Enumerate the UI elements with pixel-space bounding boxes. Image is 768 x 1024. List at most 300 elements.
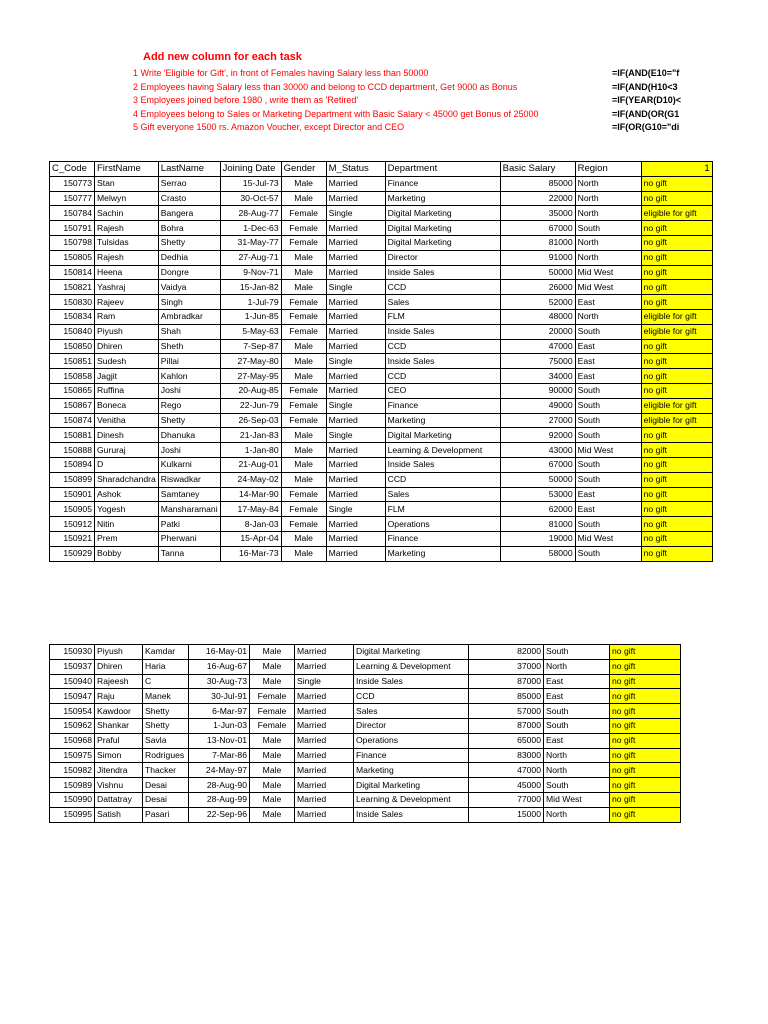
table-cell[interactable]: Married bbox=[326, 369, 385, 384]
table-cell[interactable]: Dinesh bbox=[95, 428, 159, 443]
table-cell[interactable]: Male bbox=[281, 428, 326, 443]
table-cell[interactable]: CEO bbox=[385, 383, 500, 398]
table-cell[interactable]: no gift bbox=[641, 265, 712, 280]
table-cell[interactable]: 91000 bbox=[500, 250, 575, 265]
table-cell[interactable]: Ashok bbox=[95, 487, 159, 502]
task-line[interactable]: 5 Gift everyone 1500 rs. Amazon Voucher, except Director and CEO bbox=[133, 122, 405, 132]
table-cell[interactable]: Piyush bbox=[95, 324, 159, 339]
table-cell[interactable]: no gift bbox=[641, 295, 712, 310]
table-cell[interactable]: Married bbox=[295, 748, 354, 763]
table-cell[interactable]: Bohra bbox=[158, 221, 220, 236]
table-cell[interactable]: no gift bbox=[610, 763, 681, 778]
table-cell[interactable]: Sudesh bbox=[95, 354, 159, 369]
table-cell[interactable]: North bbox=[544, 659, 610, 674]
table-cell[interactable]: East bbox=[544, 733, 610, 748]
table-cell[interactable]: 30-Aug-73 bbox=[189, 674, 250, 689]
table-cell[interactable]: no gift bbox=[641, 221, 712, 236]
table-cell[interactable]: 9-Nov-71 bbox=[220, 265, 281, 280]
table-cell[interactable]: no gift bbox=[641, 250, 712, 265]
table-cell[interactable]: Female bbox=[281, 517, 326, 532]
table-cell[interactable]: 16-Aug-67 bbox=[189, 659, 250, 674]
table-cell[interactable]: Sheth bbox=[158, 339, 220, 354]
table-cell[interactable]: 150940 bbox=[50, 674, 95, 689]
table-cell[interactable]: no gift bbox=[610, 792, 681, 807]
table-cell[interactable]: 22000 bbox=[500, 191, 575, 206]
table-cell[interactable]: Marketing bbox=[385, 413, 500, 428]
table-cell[interactable]: Married bbox=[326, 531, 385, 546]
table-cell[interactable]: Male bbox=[281, 531, 326, 546]
table-cell[interactable]: Married bbox=[326, 339, 385, 354]
table-cell[interactable]: Sales bbox=[385, 295, 500, 310]
table-cell[interactable]: East bbox=[575, 487, 641, 502]
table-cell[interactable]: 150865 bbox=[50, 383, 95, 398]
table-cell[interactable]: Male bbox=[250, 807, 295, 822]
table-cell[interactable]: 1-Jul-79 bbox=[220, 295, 281, 310]
table-cell[interactable]: Nitin bbox=[95, 517, 159, 532]
table-cell[interactable]: 150881 bbox=[50, 428, 95, 443]
table-cell[interactable]: 150929 bbox=[50, 546, 95, 561]
table-cell[interactable]: Rego bbox=[158, 398, 220, 413]
table-cell[interactable]: 5-May-63 bbox=[220, 324, 281, 339]
table-cell[interactable]: no gift bbox=[641, 339, 712, 354]
table-cell[interactable]: 62000 bbox=[500, 502, 575, 517]
table-cell[interactable]: 27-May-95 bbox=[220, 369, 281, 384]
table-cell[interactable]: East bbox=[575, 339, 641, 354]
header-cell[interactable]: Gender bbox=[281, 162, 326, 177]
table-cell[interactable]: Venitha bbox=[95, 413, 159, 428]
table-cell[interactable]: no gift bbox=[641, 546, 712, 561]
table-cell[interactable]: no gift bbox=[610, 704, 681, 719]
table-cell[interactable]: Operations bbox=[354, 733, 469, 748]
table-cell[interactable]: Married bbox=[326, 191, 385, 206]
table-cell[interactable]: 150921 bbox=[50, 531, 95, 546]
table-cell[interactable]: 57000 bbox=[469, 704, 544, 719]
table-cell[interactable]: Shetty bbox=[158, 413, 220, 428]
table-cell[interactable]: Kahlon bbox=[158, 369, 220, 384]
table-cell[interactable]: East bbox=[544, 674, 610, 689]
table-cell[interactable]: Savla bbox=[143, 733, 189, 748]
table-cell[interactable]: no gift bbox=[641, 428, 712, 443]
table-cell[interactable]: Finance bbox=[385, 531, 500, 546]
formula-cell[interactable]: =IF(AND(E10="f bbox=[612, 68, 680, 78]
table-cell[interactable]: Dattatray bbox=[95, 792, 143, 807]
table-cell[interactable]: 15000 bbox=[469, 807, 544, 822]
table-cell[interactable]: South bbox=[544, 704, 610, 719]
table-cell[interactable]: no gift bbox=[610, 689, 681, 704]
table-cell[interactable]: FLM bbox=[385, 502, 500, 517]
table-cell[interactable]: South bbox=[575, 428, 641, 443]
header-cell[interactable]: Region bbox=[575, 162, 641, 177]
table-cell[interactable]: Inside Sales bbox=[385, 354, 500, 369]
table-cell[interactable]: Married bbox=[326, 487, 385, 502]
table-cell[interactable]: 87000 bbox=[469, 674, 544, 689]
table-cell[interactable]: South bbox=[575, 472, 641, 487]
table-cell[interactable]: 150947 bbox=[50, 689, 95, 704]
table-cell[interactable]: Marketing bbox=[354, 763, 469, 778]
table-cell[interactable]: Tanna bbox=[158, 546, 220, 561]
table-cell[interactable]: Female bbox=[281, 502, 326, 517]
table-cell[interactable]: Learning & Development bbox=[354, 792, 469, 807]
table-cell[interactable]: Married bbox=[326, 457, 385, 472]
table-cell[interactable]: Riswadkar bbox=[158, 472, 220, 487]
table-cell[interactable]: East bbox=[575, 295, 641, 310]
table-cell[interactable]: Married bbox=[326, 250, 385, 265]
table-cell[interactable]: Ambradkar bbox=[158, 309, 220, 324]
table-cell[interactable]: North bbox=[575, 235, 641, 250]
table-cell[interactable]: 87000 bbox=[469, 718, 544, 733]
table-cell[interactable]: 150899 bbox=[50, 472, 95, 487]
table-cell[interactable]: South bbox=[575, 324, 641, 339]
table-cell[interactable]: Male bbox=[250, 763, 295, 778]
table-cell[interactable]: Shankar bbox=[95, 718, 143, 733]
table-cell[interactable]: North bbox=[575, 309, 641, 324]
table-cell[interactable]: North bbox=[575, 191, 641, 206]
table-cell[interactable]: 8-Jan-03 bbox=[220, 517, 281, 532]
table-cell[interactable]: Married bbox=[326, 443, 385, 458]
table-cell[interactable]: Rajesh bbox=[95, 250, 159, 265]
table-cell[interactable]: Inside Sales bbox=[385, 324, 500, 339]
table-cell[interactable]: 65000 bbox=[469, 733, 544, 748]
table-cell[interactable]: Simon bbox=[95, 748, 143, 763]
table-cell[interactable]: Mid West bbox=[575, 265, 641, 280]
header-cell[interactable]: FirstName bbox=[95, 162, 159, 177]
table-cell[interactable]: Piyush bbox=[95, 645, 143, 660]
table-cell[interactable]: 1-Jun-85 bbox=[220, 309, 281, 324]
table-cell[interactable]: no gift bbox=[641, 369, 712, 384]
table-cell[interactable]: Ram bbox=[95, 309, 159, 324]
table-cell[interactable]: Married bbox=[295, 807, 354, 822]
table-cell[interactable]: no gift bbox=[610, 645, 681, 660]
table-cell[interactable]: 21-Jan-83 bbox=[220, 428, 281, 443]
table-cell[interactable]: Vaidya bbox=[158, 280, 220, 295]
table-cell[interactable]: Vishnu bbox=[95, 778, 143, 793]
table-cell[interactable]: Married bbox=[295, 645, 354, 660]
table-cell[interactable]: Heena bbox=[95, 265, 159, 280]
table-cell[interactable]: no gift bbox=[641, 354, 712, 369]
table-cell[interactable]: Singh bbox=[158, 295, 220, 310]
table-cell[interactable]: 28-Aug-99 bbox=[189, 792, 250, 807]
table-cell[interactable]: Dhiren bbox=[95, 659, 143, 674]
table-cell[interactable]: 81000 bbox=[500, 235, 575, 250]
table-cell[interactable]: Marketing bbox=[385, 191, 500, 206]
table-cell[interactable]: no gift bbox=[641, 383, 712, 398]
table-cell[interactable]: 45000 bbox=[469, 778, 544, 793]
table-cell[interactable]: 7-Sep-87 bbox=[220, 339, 281, 354]
table-cell[interactable]: Married bbox=[326, 265, 385, 280]
table-cell[interactable]: Married bbox=[295, 659, 354, 674]
table-cell[interactable]: 150834 bbox=[50, 309, 95, 324]
table-cell[interactable]: 7-Mar-86 bbox=[189, 748, 250, 763]
table-cell[interactable]: Boneca bbox=[95, 398, 159, 413]
table-cell[interactable]: 27000 bbox=[500, 413, 575, 428]
table-cell[interactable]: 21-Aug-01 bbox=[220, 457, 281, 472]
table-cell[interactable]: Married bbox=[326, 413, 385, 428]
table-cell[interactable]: 150894 bbox=[50, 457, 95, 472]
table-cell[interactable]: Shetty bbox=[143, 718, 189, 733]
table-cell[interactable]: Male bbox=[250, 748, 295, 763]
table-cell[interactable]: Married bbox=[295, 704, 354, 719]
table-cell[interactable]: Male bbox=[281, 176, 326, 191]
table-cell[interactable]: North bbox=[575, 206, 641, 221]
table-cell[interactable]: 150930 bbox=[50, 645, 95, 660]
header-cell[interactable]: Joining Date bbox=[220, 162, 281, 177]
task-line[interactable]: 4 Employees belong to Sales or Marketing Department with Basic Salary < 45000 get Bonus of 25000 bbox=[133, 108, 539, 119]
table-cell[interactable]: 150968 bbox=[50, 733, 95, 748]
table-cell[interactable]: Male bbox=[281, 443, 326, 458]
table-cell[interactable]: South bbox=[544, 778, 610, 793]
table-cell[interactable]: 150777 bbox=[50, 191, 95, 206]
table-cell[interactable]: South bbox=[575, 517, 641, 532]
table-cell[interactable]: North bbox=[544, 748, 610, 763]
table-cell[interactable]: Married bbox=[326, 295, 385, 310]
table-cell[interactable]: 16-May-01 bbox=[189, 645, 250, 660]
table-cell[interactable]: Female bbox=[281, 398, 326, 413]
table-cell[interactable]: 90000 bbox=[500, 383, 575, 398]
table-cell[interactable]: Haria bbox=[143, 659, 189, 674]
table-cell[interactable]: Sachin bbox=[95, 206, 159, 221]
table-cell[interactable]: Married bbox=[295, 718, 354, 733]
table-cell[interactable]: 22-Sep-96 bbox=[189, 807, 250, 822]
table-cell[interactable]: 34000 bbox=[500, 369, 575, 384]
table-cell[interactable]: 30-Jul-91 bbox=[189, 689, 250, 704]
table-cell[interactable]: Married bbox=[326, 309, 385, 324]
table-cell[interactable]: Male bbox=[281, 457, 326, 472]
table-cell[interactable]: 19000 bbox=[500, 531, 575, 546]
header-cell[interactable]: C_Code bbox=[50, 162, 95, 177]
table-cell[interactable]: Male bbox=[250, 645, 295, 660]
table-cell[interactable]: 150850 bbox=[50, 339, 95, 354]
table-cell[interactable]: Sales bbox=[385, 487, 500, 502]
table-cell[interactable]: Digital Marketing bbox=[385, 428, 500, 443]
table-cell[interactable]: Ruffina bbox=[95, 383, 159, 398]
table-cell[interactable]: Male bbox=[281, 369, 326, 384]
table-cell[interactable]: 150814 bbox=[50, 265, 95, 280]
table-cell[interactable]: East bbox=[575, 369, 641, 384]
table-cell[interactable]: Married bbox=[295, 792, 354, 807]
task-line[interactable]: 1 Write 'Eligible for Gift', in front of Females having Salary less than 50000 bbox=[133, 68, 429, 78]
table-cell[interactable]: 150990 bbox=[50, 792, 95, 807]
table-cell[interactable]: Finance bbox=[385, 398, 500, 413]
table-cell[interactable]: 150982 bbox=[50, 763, 95, 778]
table-cell[interactable]: 27-Aug-71 bbox=[220, 250, 281, 265]
table-cell[interactable]: East bbox=[575, 502, 641, 517]
table-cell[interactable]: 30-Oct-57 bbox=[220, 191, 281, 206]
table-cell[interactable]: Finance bbox=[385, 176, 500, 191]
table-cell[interactable]: Kulkarni bbox=[158, 457, 220, 472]
table-cell[interactable]: no gift bbox=[610, 807, 681, 822]
table-cell[interactable]: Learning & Development bbox=[354, 659, 469, 674]
table-cell[interactable]: Female bbox=[281, 324, 326, 339]
formula-cell[interactable]: =IF(AND(OR(G1 bbox=[612, 108, 680, 119]
table-cell[interactable]: 15-Jan-82 bbox=[220, 280, 281, 295]
table-cell[interactable]: Male bbox=[281, 265, 326, 280]
table-cell[interactable]: 67000 bbox=[500, 221, 575, 236]
table-cell[interactable]: 150867 bbox=[50, 398, 95, 413]
table-cell[interactable]: South bbox=[544, 718, 610, 733]
table-cell[interactable]: Finance bbox=[354, 748, 469, 763]
table-cell[interactable]: eligible for gift bbox=[641, 324, 712, 339]
table-cell[interactable]: 85000 bbox=[500, 176, 575, 191]
table-cell[interactable]: South bbox=[544, 645, 610, 660]
table-cell[interactable]: no gift bbox=[641, 176, 712, 191]
table-cell[interactable]: 6-Mar-97 bbox=[189, 704, 250, 719]
table-cell[interactable]: Rajeesh bbox=[95, 674, 143, 689]
table-cell[interactable]: Male bbox=[281, 280, 326, 295]
table-cell[interactable]: East bbox=[544, 689, 610, 704]
table-cell[interactable]: Dhanuka bbox=[158, 428, 220, 443]
table-cell[interactable]: Married bbox=[326, 546, 385, 561]
table-cell[interactable]: Female bbox=[250, 718, 295, 733]
table-cell[interactable]: 47000 bbox=[500, 339, 575, 354]
table-cell[interactable]: 24-May-02 bbox=[220, 472, 281, 487]
table-cell[interactable]: South bbox=[575, 413, 641, 428]
table-cell[interactable]: 1-Jan-80 bbox=[220, 443, 281, 458]
table-cell[interactable]: 26-Sep-03 bbox=[220, 413, 281, 428]
table-cell[interactable]: Married bbox=[326, 324, 385, 339]
table-cell[interactable]: Thacker bbox=[143, 763, 189, 778]
table-cell[interactable]: Female bbox=[281, 309, 326, 324]
table-cell[interactable]: 49000 bbox=[500, 398, 575, 413]
table-cell[interactable]: Married bbox=[295, 689, 354, 704]
table-cell[interactable]: Male bbox=[250, 659, 295, 674]
table-cell[interactable]: 150905 bbox=[50, 502, 95, 517]
header-cell[interactable]: Basic Salary bbox=[500, 162, 575, 177]
table-cell[interactable]: no gift bbox=[641, 235, 712, 250]
formula-cell[interactable]: =IF(OR(G10="di bbox=[612, 122, 680, 132]
table-cell[interactable]: Female bbox=[281, 295, 326, 310]
table-cell[interactable]: Mid West bbox=[575, 531, 641, 546]
table-cell[interactable]: no gift bbox=[641, 191, 712, 206]
formula-cell[interactable]: =IF(YEAR(D10)< bbox=[612, 95, 682, 105]
table-cell[interactable]: 28-Aug-77 bbox=[220, 206, 281, 221]
table-cell[interactable]: 81000 bbox=[500, 517, 575, 532]
table-cell[interactable]: no gift bbox=[641, 457, 712, 472]
table-cell[interactable]: East bbox=[575, 354, 641, 369]
table-cell[interactable]: 150989 bbox=[50, 778, 95, 793]
table-cell[interactable]: Sharadchandra bbox=[95, 472, 159, 487]
task-line[interactable]: 2 Employees having Salary less than 30000 and belong to CCD department, Get 9000 as Bonus bbox=[133, 81, 518, 92]
table-cell[interactable]: Digital Marketing bbox=[385, 221, 500, 236]
table-cell[interactable]: Digital Marketing bbox=[354, 778, 469, 793]
table-cell[interactable]: Operations bbox=[385, 517, 500, 532]
table-cell[interactable]: Pherwani bbox=[158, 531, 220, 546]
table-cell[interactable]: Marketing bbox=[385, 546, 500, 561]
table-cell[interactable]: Male bbox=[250, 792, 295, 807]
table-cell[interactable]: Rajesh bbox=[95, 221, 159, 236]
table-cell[interactable]: Learning & Development bbox=[385, 443, 500, 458]
table-cell[interactable]: CCD bbox=[385, 472, 500, 487]
table-cell[interactable]: 1-Dec-63 bbox=[220, 221, 281, 236]
table-cell[interactable]: Married bbox=[326, 472, 385, 487]
table-cell[interactable]: Digital Marketing bbox=[385, 235, 500, 250]
table-cell[interactable]: 150962 bbox=[50, 718, 95, 733]
table-cell[interactable]: no gift bbox=[610, 778, 681, 793]
formula-cell[interactable]: =IF(AND(H10<3 bbox=[612, 81, 678, 92]
table-cell[interactable]: Married bbox=[326, 221, 385, 236]
table-cell[interactable]: Female bbox=[281, 221, 326, 236]
table-cell[interactable]: Serrao bbox=[158, 176, 220, 191]
table-cell[interactable]: 150888 bbox=[50, 443, 95, 458]
table-cell[interactable]: Inside Sales bbox=[385, 457, 500, 472]
table-cell[interactable]: South bbox=[575, 221, 641, 236]
table-cell[interactable]: Married bbox=[326, 235, 385, 250]
table-cell[interactable]: 58000 bbox=[500, 546, 575, 561]
table-cell[interactable]: Mansharamani bbox=[158, 502, 220, 517]
table-cell[interactable]: 150995 bbox=[50, 807, 95, 822]
table-cell[interactable]: Sales bbox=[354, 704, 469, 719]
table-cell[interactable]: 82000 bbox=[469, 645, 544, 660]
table-cell[interactable]: Director bbox=[385, 250, 500, 265]
table-cell[interactable]: Desai bbox=[143, 778, 189, 793]
table-cell[interactable]: North bbox=[544, 763, 610, 778]
table-cell[interactable]: Male bbox=[250, 778, 295, 793]
table-cell[interactable]: Male bbox=[281, 354, 326, 369]
table-cell[interactable]: South bbox=[575, 383, 641, 398]
table-cell[interactable]: Joshi bbox=[158, 383, 220, 398]
table-cell[interactable]: Dongre bbox=[158, 265, 220, 280]
table-cell[interactable]: 150805 bbox=[50, 250, 95, 265]
table-cell[interactable]: no gift bbox=[641, 443, 712, 458]
table-cell[interactable]: 43000 bbox=[500, 443, 575, 458]
table-cell[interactable]: 24-May-97 bbox=[189, 763, 250, 778]
table-cell[interactable]: Pasari bbox=[143, 807, 189, 822]
table-cell[interactable]: no gift bbox=[641, 280, 712, 295]
table-cell[interactable]: CCD bbox=[385, 339, 500, 354]
table-cell[interactable]: 150954 bbox=[50, 704, 95, 719]
table-cell[interactable]: South bbox=[575, 457, 641, 472]
table-cell[interactable]: 26000 bbox=[500, 280, 575, 295]
table-cell[interactable]: no gift bbox=[610, 674, 681, 689]
table-cell[interactable]: D bbox=[95, 457, 159, 472]
table-cell[interactable]: CCD bbox=[385, 369, 500, 384]
table-cell[interactable]: eligible for gift bbox=[641, 309, 712, 324]
table-cell[interactable]: Single bbox=[326, 502, 385, 517]
table-cell[interactable]: Female bbox=[250, 704, 295, 719]
table-cell[interactable]: Married bbox=[326, 383, 385, 398]
table-cell[interactable]: 150773 bbox=[50, 176, 95, 191]
table-cell[interactable]: Married bbox=[326, 176, 385, 191]
table-cell[interactable]: Single bbox=[326, 428, 385, 443]
table-cell[interactable]: eligible for gift bbox=[641, 413, 712, 428]
table-cell[interactable]: Married bbox=[295, 733, 354, 748]
table-cell[interactable]: Shah bbox=[158, 324, 220, 339]
table-cell[interactable]: 75000 bbox=[500, 354, 575, 369]
table-cell[interactable]: Male bbox=[281, 546, 326, 561]
table-cell[interactable]: 17-May-84 bbox=[220, 502, 281, 517]
table-cell[interactable]: Mid West bbox=[544, 792, 610, 807]
table-cell[interactable]: FLM bbox=[385, 309, 500, 324]
table-cell[interactable]: 35000 bbox=[500, 206, 575, 221]
table-cell[interactable]: 150937 bbox=[50, 659, 95, 674]
task-line[interactable]: 3 Employees joined before 1980 , write them as 'Retired' bbox=[133, 95, 359, 105]
table-cell[interactable]: 52000 bbox=[500, 295, 575, 310]
header-cell[interactable]: LastName bbox=[158, 162, 220, 177]
table-cell[interactable]: 53000 bbox=[500, 487, 575, 502]
table-cell[interactable]: CCD bbox=[385, 280, 500, 295]
header-cell[interactable]: 1 bbox=[641, 162, 712, 177]
table-cell[interactable]: eligible for gift bbox=[641, 398, 712, 413]
table-cell[interactable]: 16-Mar-73 bbox=[220, 546, 281, 561]
table-cell[interactable]: 47000 bbox=[469, 763, 544, 778]
table-cell[interactable]: Female bbox=[281, 487, 326, 502]
table-cell[interactable]: 83000 bbox=[469, 748, 544, 763]
table-cell[interactable]: Kamdar bbox=[143, 645, 189, 660]
table-cell[interactable]: North bbox=[544, 807, 610, 822]
table-cell[interactable]: no gift bbox=[641, 502, 712, 517]
table-cell[interactable]: 150840 bbox=[50, 324, 95, 339]
table-cell[interactable]: Jitendra bbox=[95, 763, 143, 778]
table-cell[interactable]: Stan bbox=[95, 176, 159, 191]
